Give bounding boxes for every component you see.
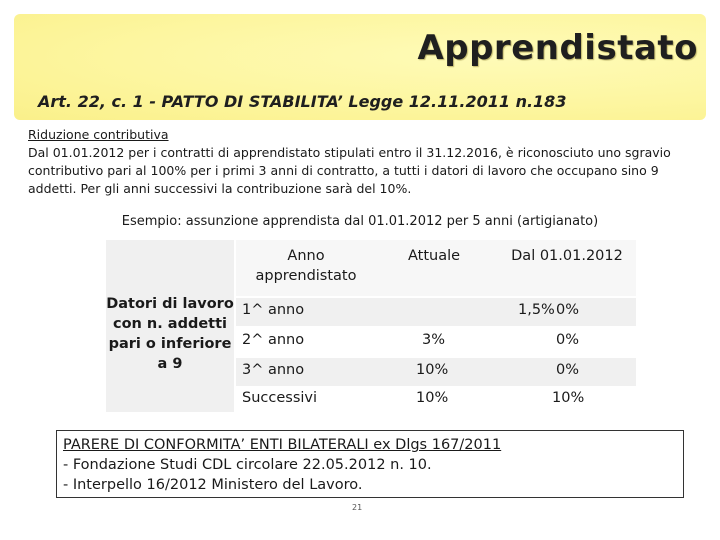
section-heading: Riduzione contributiva: [28, 127, 169, 142]
page-number: 21: [352, 503, 363, 512]
note-line: - Interpello 16/2012 Ministero del Lavoro.: [63, 477, 363, 493]
cell-year: 3^ anno: [242, 362, 305, 378]
cell-current: 10%: [416, 362, 449, 378]
body-section: [28, 126, 708, 198]
table-row: [236, 386, 636, 414]
cell-current: 3%: [422, 332, 446, 348]
row-label: Datori di lavoro con n. addetti pari o inferiore a 9: [106, 296, 234, 372]
cell-current: 1,5%: [518, 302, 555, 318]
cell-year: 2^ anno: [242, 332, 305, 348]
header-from: Dal 01.01.2012: [511, 248, 623, 264]
note-heading: PARERE DI CONFORMITA’ ENTI BILATERALI ex Dlgs 167/2011: [63, 437, 502, 453]
row-label-cell: [106, 240, 234, 412]
table-row: [236, 358, 636, 386]
cell-from: 0%: [556, 362, 580, 378]
cell-year: Successivi: [242, 390, 318, 406]
header-current: Attuale: [407, 248, 461, 264]
conformity-note-box: [56, 430, 684, 498]
cell-current: 10%: [416, 390, 449, 406]
cell-year: 1^ anno: [242, 302, 305, 318]
cell-from: 0%: [556, 332, 580, 348]
cell-from: 10%: [552, 390, 585, 406]
note-line: - Fondazione Studi CDL circolare 22.05.2012 n. 10.: [63, 457, 432, 473]
cell-from: 0%: [556, 302, 580, 318]
page-title: Apprendistato: [417, 28, 698, 68]
body-paragraph: Dal 01.01.2012 per i contratti di apprendistato stipulati entro il 31.12.2016, è riconosciuto uno sgravio contributivo pari al 100% per i primi 3 anni di contratto, a tutti i datori di lavoro che occupano sino 9 addetti. Per gli anni successivi la contribuzione sarà del 10%.: [28, 145, 671, 196]
table-row: [236, 298, 636, 326]
example-caption: Esempio: assunzione apprendista dal 01.01.2012 per 5 anni (artigianato): [121, 214, 599, 229]
contribution-table: [106, 240, 636, 412]
header-year: Anno apprendistato: [255, 248, 357, 284]
table-row: [236, 328, 636, 356]
law-reference: Art. 22, c. 1 - PATTO DI STABILITA’ Legge 12.11.2011 n.183: [38, 92, 567, 111]
